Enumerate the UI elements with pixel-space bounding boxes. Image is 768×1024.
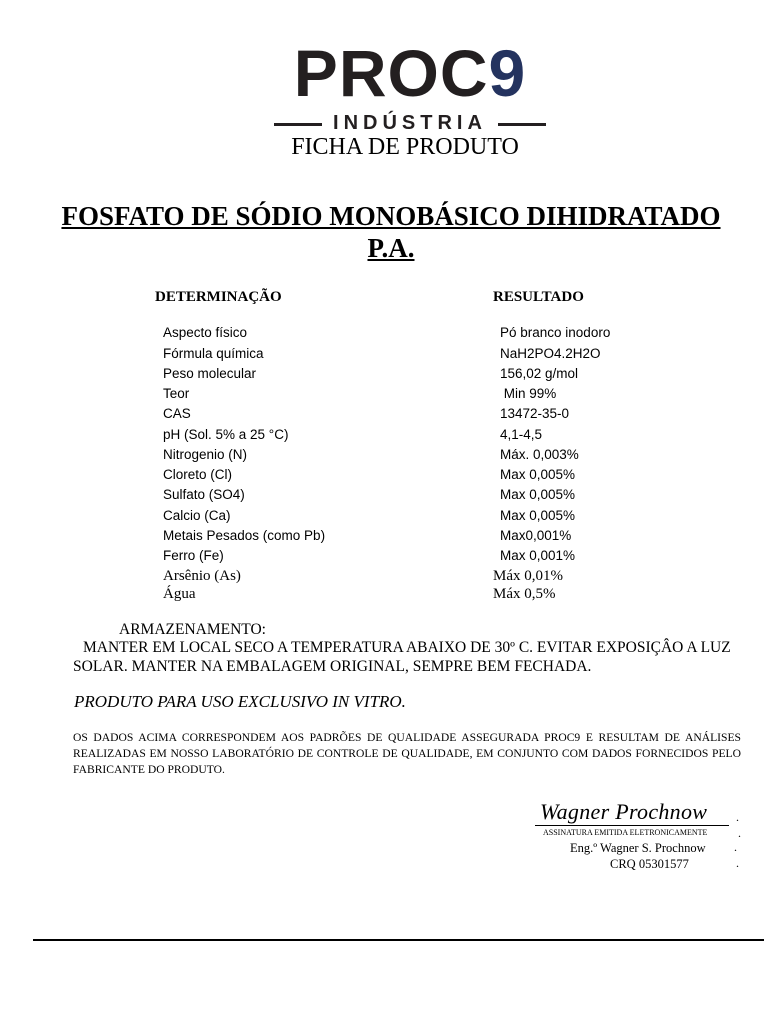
row-label: Calcio (Ca) <box>163 508 231 523</box>
row-value: Max 0,005% <box>500 508 576 523</box>
row-label: Fórmula química <box>163 346 264 361</box>
row-label: Água <box>163 586 196 602</box>
signature-dot: . <box>736 810 739 824</box>
table-row <box>0 526 768 546</box>
row-value: Máx. 0,003% <box>500 447 579 462</box>
caption-dot: . <box>738 826 741 840</box>
column-header-result: RESULTADO <box>493 289 584 305</box>
table-row <box>0 323 768 343</box>
row-label: CAS <box>163 406 191 421</box>
table-row <box>0 344 768 364</box>
column-header-determination: DETERMINAÇÃO <box>155 289 282 305</box>
row-value: Máx 0,01% <box>493 568 563 584</box>
table-row <box>0 445 768 465</box>
table-row <box>0 465 768 485</box>
row-value: 4,1-4,5 <box>500 427 543 442</box>
table-row <box>0 584 768 604</box>
row-label: Arsênio (As) <box>163 568 241 584</box>
row-label: Metais Pesados (como Pb) <box>163 528 326 543</box>
document-heading: FICHA DE PRODUTO <box>291 134 519 160</box>
row-label: Aspecto físico <box>163 325 248 340</box>
row-label: Nitrogenio (N) <box>163 447 248 462</box>
row-value: NaH2PO4.2H2O <box>500 346 601 361</box>
table-row <box>0 566 768 586</box>
signature-line <box>535 825 729 826</box>
crq-number: CRQ 05301577 <box>610 857 689 871</box>
company-logo <box>270 36 550 140</box>
row-value: Max 0,005% <box>500 467 576 482</box>
handwritten-signature: Wagner Prochnow <box>540 799 708 824</box>
row-label: Teor <box>163 386 190 401</box>
logo-wordmark: PROC9 <box>293 36 527 110</box>
storage-instructions: MANTER EM LOCAL SECO A TEMPERATURA ABAIXO DE 30º C. EVITAR EXPOSIÇÂO A LUZ SOLAR. MANTER NA EMBALAGEM ORIGINAL, SEMPRE BEM FECHADA. <box>73 639 731 675</box>
row-label: Ferro (Fe) <box>163 548 224 563</box>
table-row <box>0 425 768 445</box>
engineer-dot: . <box>734 840 737 854</box>
row-value: Max 0,001% <box>500 548 576 563</box>
storage-label: ARMAZENAMENTO: <box>119 621 266 638</box>
row-value: 156,02 g/mol <box>500 366 579 381</box>
logo-subtitle: INDÚSTRIA <box>270 112 550 134</box>
engineer-name: Eng.º Wagner S. Prochnow <box>570 841 706 855</box>
table-row <box>0 404 768 424</box>
row-label: Cloreto (Cl) <box>163 467 233 482</box>
crq-dot: . <box>736 856 739 870</box>
row-value: Max0,001% <box>500 528 572 543</box>
product-title: FOSFATO DE SÓDIO MONOBÁSICO DIHIDRATADO P.A. <box>61 201 721 263</box>
row-value: Máx 0,5% <box>493 586 556 602</box>
row-label: pH (Sol. 5% a 25 °C) <box>163 427 289 442</box>
row-label: Peso molecular <box>163 366 257 381</box>
table-row <box>0 506 768 526</box>
row-value: Pó branco inodoro <box>500 325 611 340</box>
quality-disclaimer: OS DADOS ACIMA CORRESPONDEM AOS PADRÕES DE QUALIDADE ASSEGURADA PROC9 E RESULTAM DE ANÁLISES REALIZADAS EM NOSSO LABORATÓRIO DE CONTROLE DE QUALIDADE, EM CONJUNTO COM DADOS FORNECIDOS PELO FABRICANTE DO PRODUTO. <box>73 731 741 776</box>
table-row <box>0 364 768 384</box>
row-label: Sulfato (SO4) <box>163 487 245 502</box>
usage-note: PRODUTO PARA USO EXCLUSIVO IN VITRO. <box>74 692 406 711</box>
table-row <box>0 384 768 404</box>
signature-caption: ASSINATURA EMITIDA ELETRONICAMENTE <box>543 828 708 837</box>
table-row <box>0 546 768 566</box>
row-value: 13472-35-0 <box>500 406 570 421</box>
row-value: Min 99% <box>500 386 557 401</box>
row-value: Max 0,005% <box>500 487 576 502</box>
table-row <box>0 485 768 505</box>
bottom-rule <box>33 939 764 941</box>
